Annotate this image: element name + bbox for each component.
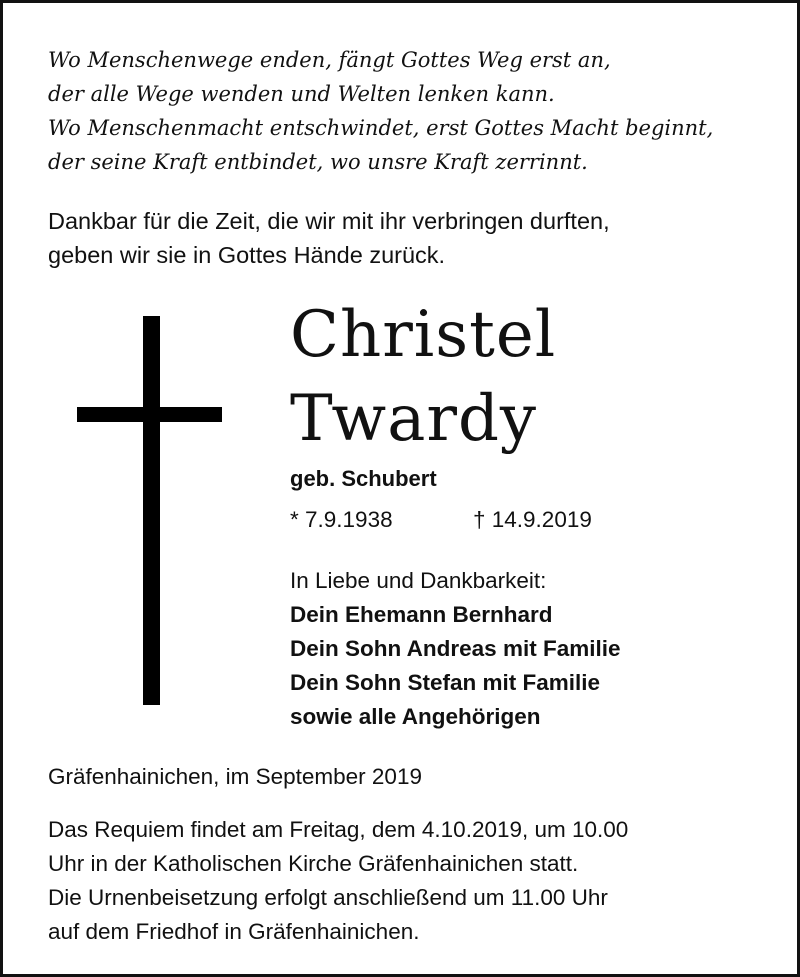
mourner-name: Dein Ehemann Bernhard [290,602,553,627]
deceased-name [290,293,556,461]
cross-icon [143,316,160,705]
service-line: auf dem Friedhof in Gräfenhainichen. [48,919,420,944]
place-date: Gräfenhainichen, im September 2019 [48,764,422,789]
mourner-name: Dein Sohn Andreas mit Familie [290,636,621,661]
intro-text [48,204,610,272]
service-line: Das Requiem findet am Freitag, dem 4.10.2019, um 10.00 [48,817,629,842]
birth-name: geb. Schubert [290,466,437,491]
poem [48,43,713,179]
poem-line: der alle Wege wenden und Welten lenken kann. [48,82,555,106]
mourner-name: sowie alle Angehörigen [290,704,541,729]
mourner-name: Dein Sohn Stefan mit Familie [290,670,601,695]
service-line: Die Urnenbeisetzung erfolgt anschließend um 11.00 Uhr [48,885,608,910]
service-line: Uhr in der Katholischen Kirche Gräfenhainichen statt. [48,851,579,876]
service-info [48,813,628,949]
intro-line: Dankbar für die Zeit, die wir mit ihr verbringen durften, [48,208,610,234]
poem-line: Wo Menschenmacht entschwindet, erst Gottes Macht beginnt, [48,116,714,140]
birth-date: * 7.9.1938 [290,507,393,532]
intro-line: geben wir sie in Gottes Hände zurück. [48,242,446,268]
last-name: Twardy [290,382,538,456]
life-dates [290,504,592,536]
mourners-intro: In Liebe und Dankbarkeit: [290,568,547,593]
cross-icon-bar [77,407,222,422]
mourners [290,564,620,734]
first-name: Christel [290,298,557,372]
death-date: † 14.9.2019 [473,507,592,532]
poem-line: Wo Menschenwege enden, fängt Gottes Weg erst an, [48,48,611,72]
poem-line: der seine Kraft entbindet, wo unsre Kraft zerrinnt. [48,150,588,174]
